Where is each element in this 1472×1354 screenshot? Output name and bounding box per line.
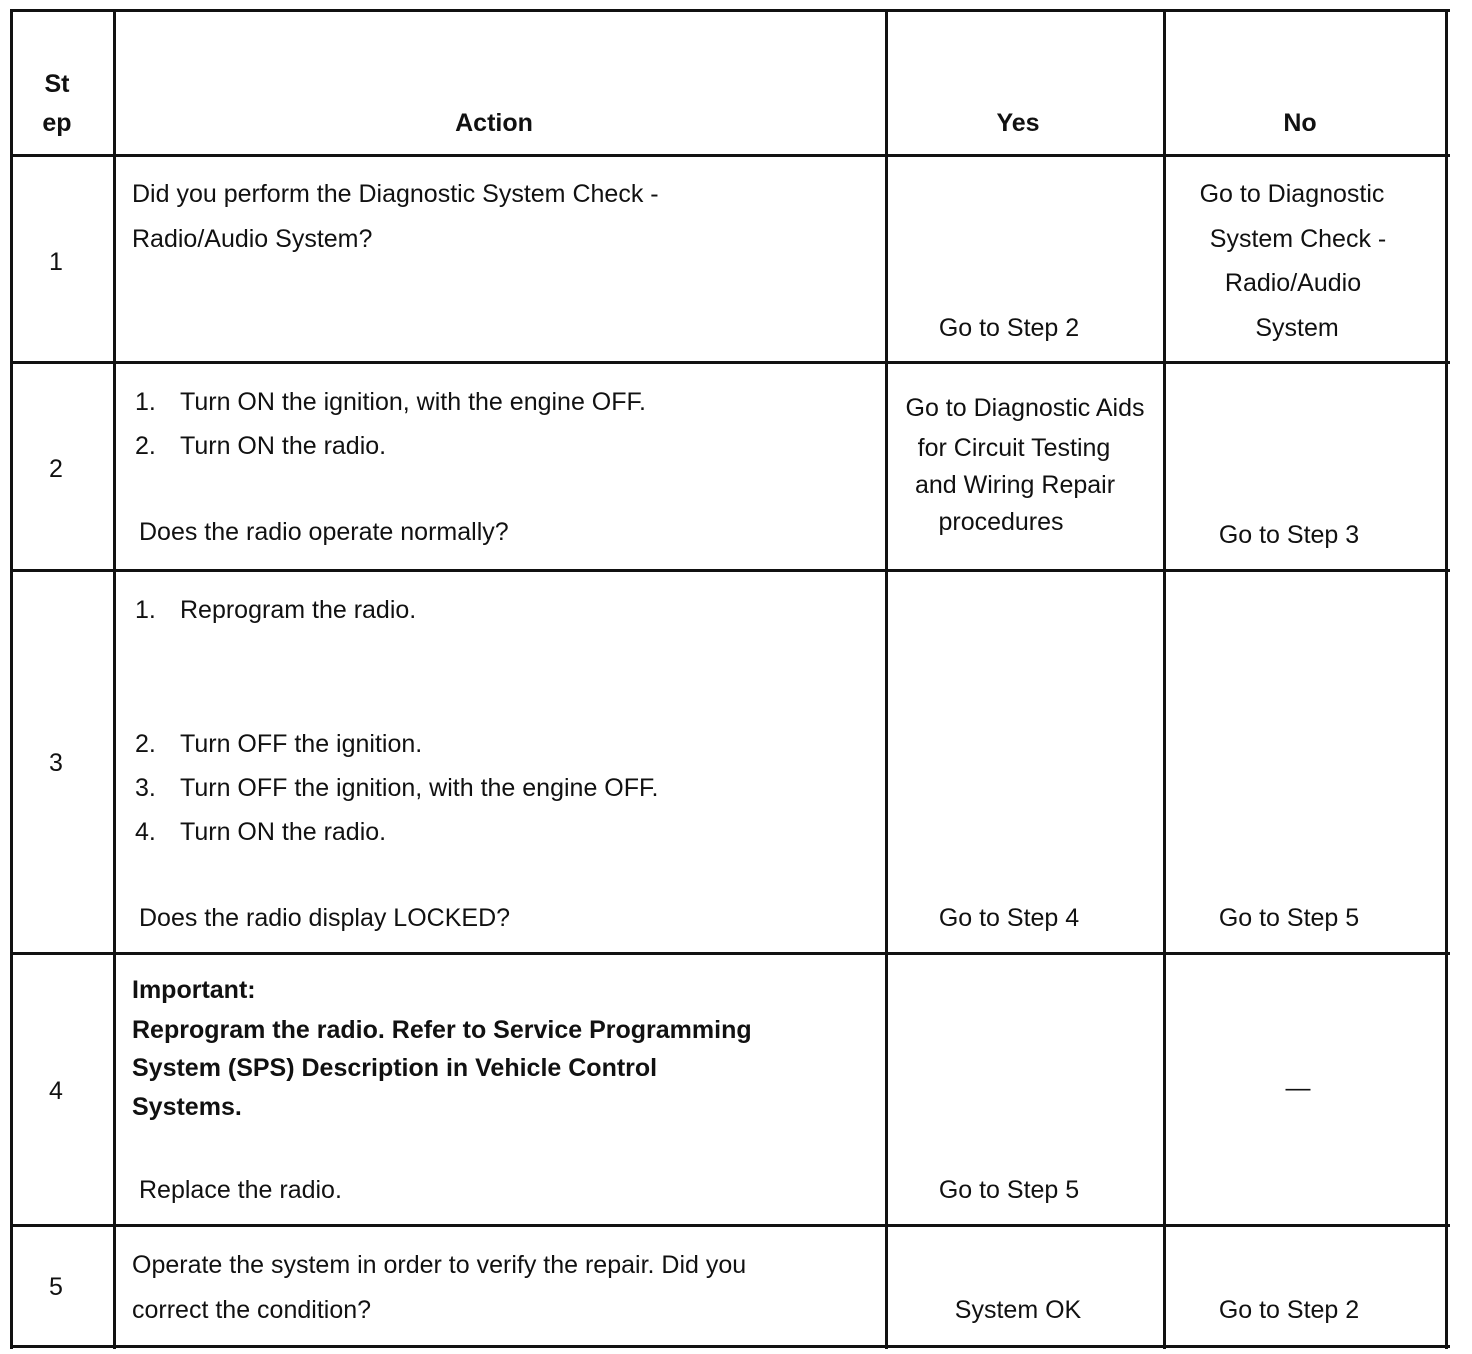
no-result: Radio/Audio xyxy=(1224,269,1362,297)
question-text: Does the radio display LOCKED? xyxy=(139,904,511,932)
yes-result: Go to Step 5 xyxy=(938,1176,1080,1204)
row-divider xyxy=(10,154,1450,157)
item-text: Turn ON the radio. xyxy=(180,432,387,460)
no-result: — xyxy=(1285,1074,1311,1102)
step-number: 2 xyxy=(49,455,63,483)
item-number: 1. xyxy=(135,388,156,416)
action-text: Radio/Audio System? xyxy=(132,225,373,253)
table-border-bottom xyxy=(10,1345,1450,1348)
row-divider xyxy=(10,569,1450,572)
column-divider xyxy=(113,10,116,1349)
table-border-right xyxy=(1445,10,1448,1349)
important-text: Systems. xyxy=(132,1093,242,1121)
step-number: 1 xyxy=(49,248,63,276)
no-result: Go to Step 5 xyxy=(1218,904,1360,932)
item-text: Turn ON the radio. xyxy=(180,818,387,846)
step-number: 4 xyxy=(49,1077,63,1105)
table-border-top xyxy=(10,9,1450,12)
action-text: correct the condition? xyxy=(132,1296,372,1324)
no-result: System Check - xyxy=(1209,225,1387,253)
no-result: Go to Diagnostic xyxy=(1199,180,1385,208)
important-text: Reprogram the radio. Refer to Service Programming xyxy=(132,1016,752,1044)
column-divider xyxy=(885,10,888,1349)
yes-result: for Circuit Testing xyxy=(917,434,1111,462)
yes-result: Go to Step 4 xyxy=(938,904,1080,932)
important-label: Important: xyxy=(132,976,256,1004)
question-text: Does the radio operate normally? xyxy=(139,518,509,546)
item-text: Reprogram the radio. xyxy=(180,596,417,624)
no-result: Go to Step 3 xyxy=(1218,521,1360,549)
step-number: 3 xyxy=(49,749,63,777)
important-text: System (SPS) Description in Vehicle Control xyxy=(132,1054,658,1082)
item-number: 2. xyxy=(135,432,156,460)
row-divider xyxy=(10,1224,1450,1227)
yes-result: procedures xyxy=(938,508,1064,536)
header-yes: Yes xyxy=(996,109,1040,137)
row-divider xyxy=(10,952,1450,955)
item-number: 3. xyxy=(135,774,156,802)
yes-result: System OK xyxy=(954,1296,1082,1324)
item-number: 1. xyxy=(135,596,156,624)
item-number: 4. xyxy=(135,818,156,846)
no-result: Go to Step 2 xyxy=(1218,1296,1360,1324)
header-no: No xyxy=(1283,109,1317,137)
action-text: Did you perform the Diagnostic System Check - xyxy=(132,180,659,208)
yes-result: Go to Diagnostic Aids xyxy=(905,394,1145,422)
item-text: Turn OFF the ignition. xyxy=(180,730,423,758)
step-number: 5 xyxy=(49,1273,63,1301)
item-number: 2. xyxy=(135,730,156,758)
action-text: Operate the system in order to verify the repair. Did you xyxy=(132,1251,747,1279)
header-action: Action xyxy=(455,109,533,137)
question-text: Replace the radio. xyxy=(139,1176,342,1204)
table-border-left xyxy=(10,10,13,1349)
item-text: Turn ON the ignition, with the engine OFF. xyxy=(180,388,646,416)
header-step: St xyxy=(44,70,70,98)
header-step: ep xyxy=(42,109,72,137)
no-result: System xyxy=(1255,314,1339,342)
yes-result: and Wiring Repair xyxy=(914,471,1116,499)
item-text: Turn OFF the ignition, with the engine OFF. xyxy=(180,774,659,802)
row-divider xyxy=(10,361,1450,364)
yes-result: Go to Step 2 xyxy=(938,314,1080,342)
column-divider xyxy=(1163,10,1166,1349)
